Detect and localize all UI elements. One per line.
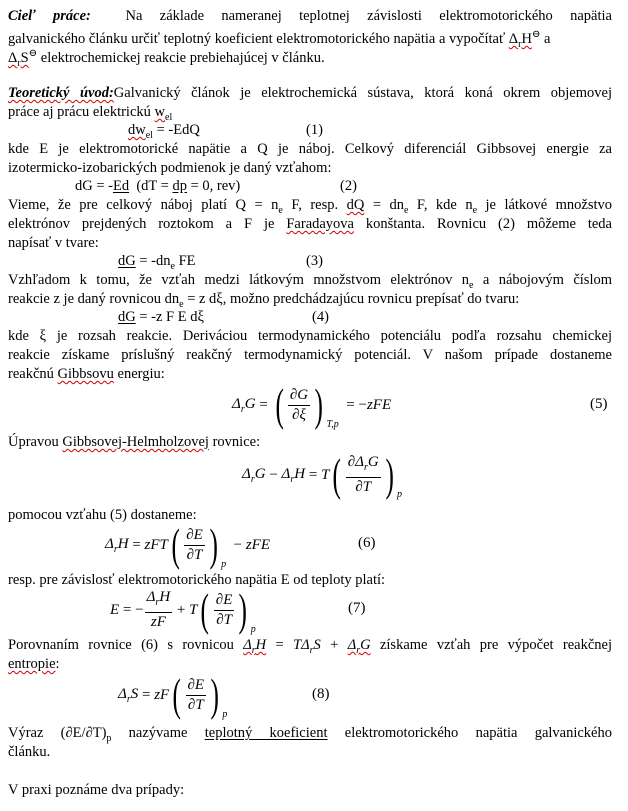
equation-8-number: (8): [312, 686, 330, 702]
intro-line-5: Vieme, že pre celkový náboj platí $Q = n_e$ F, resp. dQ = $dn_e$ F, kde $n_e$ je látkové množstvo: [8, 197, 613, 216]
equation-6-number: (6): [358, 535, 376, 551]
intro-line-3: kde E je elektromotorické napätie a Q je náboj. Celkový diferenciál Gibbsovej energie za: [8, 141, 612, 157]
gibbs-helmholtz-equation: $\Delta_rG$ − $\Delta_rH$ = T ( $\frac{\partial\Delta_rG}{\partial T}$ ) $_p$: [242, 449, 403, 500]
goal-line-3: $\Delta_rS^⊖$ elektrochemickej reakcie prebiehajúcej v článku.: [8, 48, 325, 69]
intro-line-13: Úpravou Gibbsovej-Helmholzovej rovnice:: [8, 434, 261, 450]
equation-7: E = − $\frac{\Delta_rH}{zF}$ + T ( $\frac{\partial E}{\partial T}$ ) $_p$: [110, 584, 256, 635]
intro-line-11: reakcie získame príslušný reakčný termodynamický potenciál. V našom prípade dostaneme: [8, 347, 612, 363]
equation-8: $\Delta_rS$ = zF ( $\frac{\partial E}{\partial T}$ ) $_p$: [118, 669, 228, 720]
equation-5: $\Delta_rG$ = ( $\frac{\partial G}{\partial\xi}$ ) $_{T,p}$ = − zFE: [232, 379, 392, 430]
intro-line-15: resp. pre závislosť elektromotorického napätia E od teploty platí:: [8, 572, 386, 588]
equation-1-number: (1): [306, 122, 323, 138]
equation-7-number: (7): [348, 600, 366, 616]
intro-line-12: reakčnú Gibbsovu energiu:: [8, 366, 165, 382]
intro-line-2: práce aj prácu elektrickú $w_{el}$: [8, 104, 173, 123]
equation-6: $\Delta_rH$ = zFT ( $\frac{\partial E}{\partial T}$ ) $_p$ − zFE: [105, 519, 270, 570]
intro-label: Teoretický úvod:: [8, 85, 114, 101]
equation-2-number: (2): [340, 178, 357, 194]
intro-line-4: izotermicko-izobarických podmienok je daný vzťahom:: [8, 160, 332, 176]
intro-line-18: Výraz $(\partial E/\partial T)_p$ nazývame teplotný koeficient elektromotorického napätia galvanického: [8, 725, 612, 744]
goal-line-2: galvanického článku určiť teplotný koeficient elektromotorického napätia a vypočítať $\Delta_rH^⊖$ a: [8, 29, 551, 50]
intro-line-1: Teoretický úvod:Galvanický článok je elektrochemická sústava, ktorá koná okrem objemovej: [8, 85, 612, 101]
intro-line-8: Vzhľadom k tomu, že vzťah medzi látkovým množstvom elektrónov $n_e$ a nábojovým číslom: [8, 272, 612, 291]
intro-line-9: reakcie z je daný rovnicou $dn_e = z$ dξ, možno predchádzajúcu rovnicu prepísať do tvaru:: [8, 291, 520, 310]
goal-line-1: Cieľ práce: Na základe nameranej teplotnej závislosti elektromotorického napätia: [8, 8, 612, 24]
intro-line-16: Porovnaním rovnice (6) s rovnicou $\Delta_rH = T\Delta_rS + \Delta_rG$ získame vzťah pre výpočet reakčnej: [8, 637, 612, 656]
intro-line-17: entropie:: [8, 656, 60, 672]
intro-line-14: pomocou vzťahu (5) dostaneme:: [8, 507, 197, 523]
intro-line-19: článku.: [8, 744, 51, 760]
intro-line-7: napísať v tvare:: [8, 235, 99, 251]
equation-3-number: (3): [306, 253, 323, 269]
equation-4: dG = -z F E dξ: [118, 309, 204, 325]
equation-1: $dw_{el} = -EdQ$: [128, 122, 200, 141]
goal-label: Cieľ práce:: [8, 8, 91, 24]
equation-5-number: (5): [590, 396, 608, 412]
intro-line-20: V praxi poznáme dva prípady:: [8, 782, 185, 798]
intro-line-10: kde ξ je rozsah reakcie. Deriváciou termodynamického potenciálu podľa rozsahu chemickej: [8, 328, 612, 344]
equation-2: dG = -Ed (dT = dp = 0, rev): [75, 178, 241, 194]
equation-3: dG = $-dn_e$ FE: [118, 253, 196, 272]
equation-4-number: (4): [312, 309, 329, 325]
intro-line-6: elektrónov prejdených roztokom a F je Faradayova konštanta. Rovnicu (2) môžeme teda: [8, 216, 612, 232]
